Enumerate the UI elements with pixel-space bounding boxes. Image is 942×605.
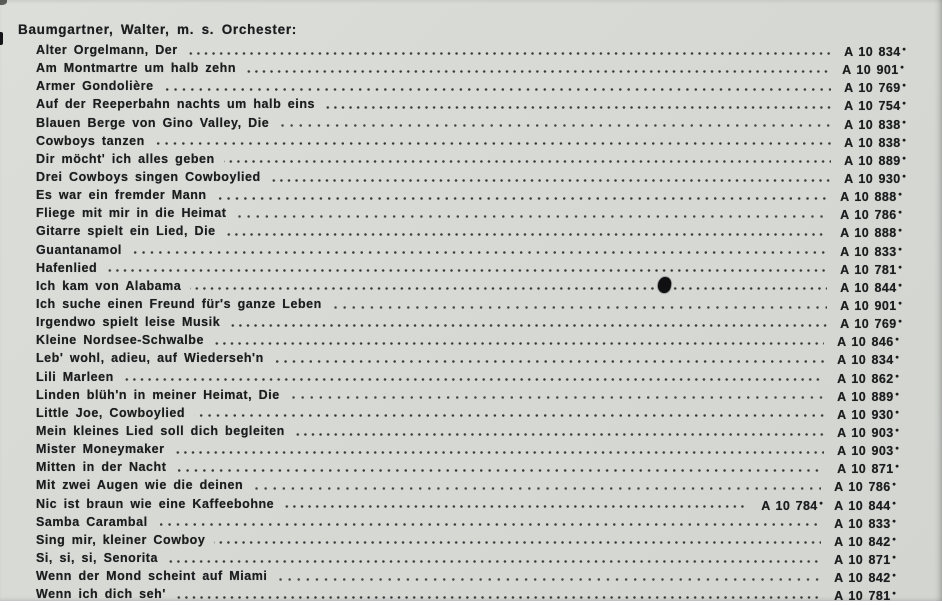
catalog-number-text: A 10 846 [837,335,894,350]
catalog-number-text: A 10 781 [834,589,891,604]
dot-leader [213,331,824,349]
superscript-dot-icon: ● [892,535,896,543]
catalog-number [844,150,906,168]
dot-leader [224,150,831,168]
superscript-dot-icon: ● [902,82,906,90]
catalog-number [844,41,906,59]
dot-leader [154,132,831,150]
table-row [36,241,902,259]
superscript-dot-icon: ● [898,281,902,289]
song-title: Blauen Berge von Gino Valley, Die [36,115,270,130]
superscript-dot-icon: ● [898,245,902,253]
catalog-number [840,295,902,313]
song-title: Little Joe, Cowboylied [36,405,186,420]
table-row [36,204,902,222]
dot-leader [216,186,827,204]
catalog-number-text: A 10 781 [840,262,897,277]
catalog-number-text: A 10 844 [834,498,891,513]
catalog-number-text: A 10 871 [834,552,891,567]
song-title: Fliege mit mir in die Heimat [36,206,227,221]
dot-leader [235,204,827,222]
table-row [36,186,902,204]
catalog-number [840,186,902,204]
superscript-dot-icon: ● [895,463,899,471]
dot-leader [123,368,824,386]
dot-leader [278,114,831,132]
table-row [36,404,899,422]
song-title: Mitten in der Nacht [36,460,167,475]
superscript-dot-icon: ● [902,100,906,108]
superscript-dot-icon: ● [898,299,902,307]
dot-leader [225,222,827,240]
table-row [36,495,896,513]
catalog-number [840,241,902,259]
song-title: Kleine Nordsee-Schwalbe [36,333,204,348]
table-row [36,349,899,367]
table-row [36,259,902,277]
song-title: Mein kleines Lied soll dich begleiten [36,423,285,438]
dot-leader [276,567,821,585]
catalog-number [837,349,899,367]
song-title: Gitarre spielt ein Lied, Die [36,224,216,239]
catalog-number [761,495,823,513]
catalog-number [837,331,899,349]
catalog-number-text: A 10 903 [837,444,894,459]
dot-leader [229,313,827,331]
superscript-dot-icon: ● [892,572,896,580]
catalog-number [837,422,899,440]
catalog-number-text: A 10 842 [834,534,891,549]
table-row [36,549,896,567]
catalog-number-text: A 10 754 [844,99,901,114]
table-row [36,313,902,331]
dot-leader [324,95,831,113]
song-title: Si, si, si, Senorita [36,550,159,565]
song-title: Lili Marleen [36,369,114,384]
dot-leader [283,495,748,513]
table-row [36,422,899,440]
song-title: Ich suche einen Freund für's ganze Leben [36,296,322,311]
catalog-number-text: A 10 903 [837,425,894,440]
song-title: Armer Gondolière [36,79,154,94]
superscript-dot-icon: ● [895,445,899,453]
song-title: Auf der Reeperbahn nachts um halb eins [36,97,316,112]
catalog-number-text: A 10 930 [844,171,901,186]
table-row [36,368,899,386]
superscript-dot-icon: ● [895,408,899,416]
superscript-dot-icon: ● [898,191,902,199]
catalog-number-text: A 10 930 [837,407,894,422]
superscript-dot-icon: ● [898,209,902,217]
catalog-number-text: A 10 871 [837,462,894,477]
superscript-dot-icon: ● [895,372,899,380]
dot-leader [106,259,827,277]
song-title: Wenn der Mond scheint auf Miami [36,569,268,584]
catalog-number-text: A 10 889 [844,153,901,168]
song-title: Hafenlied [36,260,98,275]
table-row [36,476,896,494]
superscript-dot-icon: ● [898,318,902,326]
table-row [36,95,906,113]
superscript-dot-icon: ● [892,553,896,561]
superscript-dot-icon: ● [902,118,906,126]
dot-leader [331,295,827,313]
song-title: Nic ist braun wie eine Kaffeebohne [36,496,275,511]
superscript-dot-icon: ● [895,336,899,344]
catalog-number [840,277,902,295]
catalog-number-text: A 10 889 [837,389,894,404]
table-row [36,440,899,458]
superscript-dot-icon: ● [892,481,896,489]
dot-leader [163,77,832,95]
catalog-number [844,77,906,95]
catalog-number-text: A 10 769 [844,81,901,96]
superscript-dot-icon: ● [898,263,902,271]
catalog-number [834,513,896,531]
catalog-number-text: A 10 786 [834,480,891,495]
superscript-dot-icon: ● [892,590,896,598]
catalog-number-text: A 10 834 [837,353,894,368]
catalog-number-text: A 10 834 [844,45,901,59]
superscript-dot-icon: ● [898,227,902,235]
catalog-number-text: A 10 901 [840,298,897,313]
dot-leader [273,349,824,367]
catalog-number [844,95,906,113]
catalog-number [834,476,896,494]
superscript-dot-icon: ● [900,64,904,72]
song-title: Leb' wohl, adieu, auf Wiederseh'n [36,351,264,366]
catalog-number [844,114,906,132]
dot-leader [157,513,821,531]
catalog-number-text: A 10 888 [840,190,897,205]
catalog-number [834,531,896,549]
song-title: Guantanamol [36,242,122,257]
catalog-number [842,59,904,77]
table-row [36,222,902,240]
superscript-dot-icon: ● [892,517,896,525]
song-title: Es war ein fremder Mann [36,188,207,203]
catalog-number-text: A 10 901 [842,63,899,78]
table-row [36,150,906,168]
table-row [36,531,896,549]
song-title: Mister Moneymaker [36,442,165,457]
dot-leader [194,404,824,422]
catalog-number [834,567,896,585]
catalog-number-text: A 10 784 [761,498,818,513]
table-row [36,295,902,313]
catalog-number [837,386,899,404]
dot-leader [174,440,825,458]
table-row [36,331,899,349]
table-row [36,59,904,77]
catalog-number [844,132,906,150]
scan-corner-mark [0,0,7,5]
catalog-number [837,368,899,386]
song-title: Am Montmartre um halb zehn [36,61,237,76]
catalog-number-text: A 10 842 [834,571,891,586]
dot-leader [175,458,824,476]
table-row [36,77,906,95]
table-row [36,458,899,476]
song-title: Linden blüh'n in meiner Heimat, Die [36,387,280,402]
table-row [36,386,899,404]
superscript-dot-icon: ● [892,499,896,507]
catalog-number [844,168,906,186]
catalog-number-text: A 10 833 [834,516,891,531]
catalog-number-text: A 10 888 [840,226,897,241]
dot-leader [187,41,831,59]
table-row [36,114,906,132]
table-row [36,567,896,585]
dot-leader [214,531,821,549]
catalog-number [840,259,902,277]
catalog-number [834,549,896,567]
song-title: Alter Orgelmann, Der [36,43,178,57]
dot-leader [167,549,821,567]
catalog-number-text: A 10 838 [844,117,901,132]
superscript-dot-icon: ● [895,426,899,434]
table-row [36,168,906,186]
catalog-number-text: A 10 838 [844,135,901,150]
superscript-dot-icon: ● [895,354,899,362]
song-title: Irgendwo spielt leise Musik [36,315,221,330]
song-title: Dir möcht' ich alles geben [36,151,215,166]
superscript-dot-icon: ● [902,154,906,162]
scan-edge-mark [0,32,3,45]
table-row [36,277,902,295]
song-title: Drei Cowboys singen Cowboylied [36,169,261,184]
catalog-number [834,495,896,513]
dot-leader [252,476,821,494]
superscript-dot-icon: ● [819,499,824,507]
catalog-number [837,458,899,476]
dot-leader [131,241,827,259]
superscript-dot-icon: ● [895,390,899,398]
dot-leader [289,386,824,404]
song-title: Wenn ich dich seh' [36,587,166,602]
table-row [36,41,906,59]
superscript-dot-icon: ● [902,136,906,144]
dot-leader [245,59,829,77]
song-list [36,41,906,604]
dot-leader [294,422,824,440]
catalog-number [837,440,899,458]
table-row [36,132,906,150]
superscript-dot-icon: ● [902,172,906,180]
dot-leader [270,168,831,186]
song-title: Mit zwei Augen wie die deinen [36,478,244,493]
artist-heading: Baumgartner, Walter, m. s. Orchester: [18,22,297,37]
song-title: Cowboys tanzen [36,133,145,148]
catalog-number [837,404,899,422]
catalog-number-text: A 10 844 [840,280,897,295]
catalog-number [840,204,902,222]
catalog-number-text: A 10 862 [837,371,894,386]
superscript-dot-icon: ● [902,46,906,53]
dot-leader [190,277,827,295]
song-title: Ich kam von Alabama [36,278,182,293]
song-title: Samba Carambal [36,514,148,529]
catalog-number-text: A 10 769 [840,317,897,332]
table-row [36,513,896,531]
catalog-number-text: A 10 786 [840,208,897,223]
catalog-number [840,222,902,240]
catalog-number-text: A 10 833 [840,244,897,259]
catalog-number [840,313,902,331]
song-title: Sing mir, kleiner Cowboy [36,532,206,547]
